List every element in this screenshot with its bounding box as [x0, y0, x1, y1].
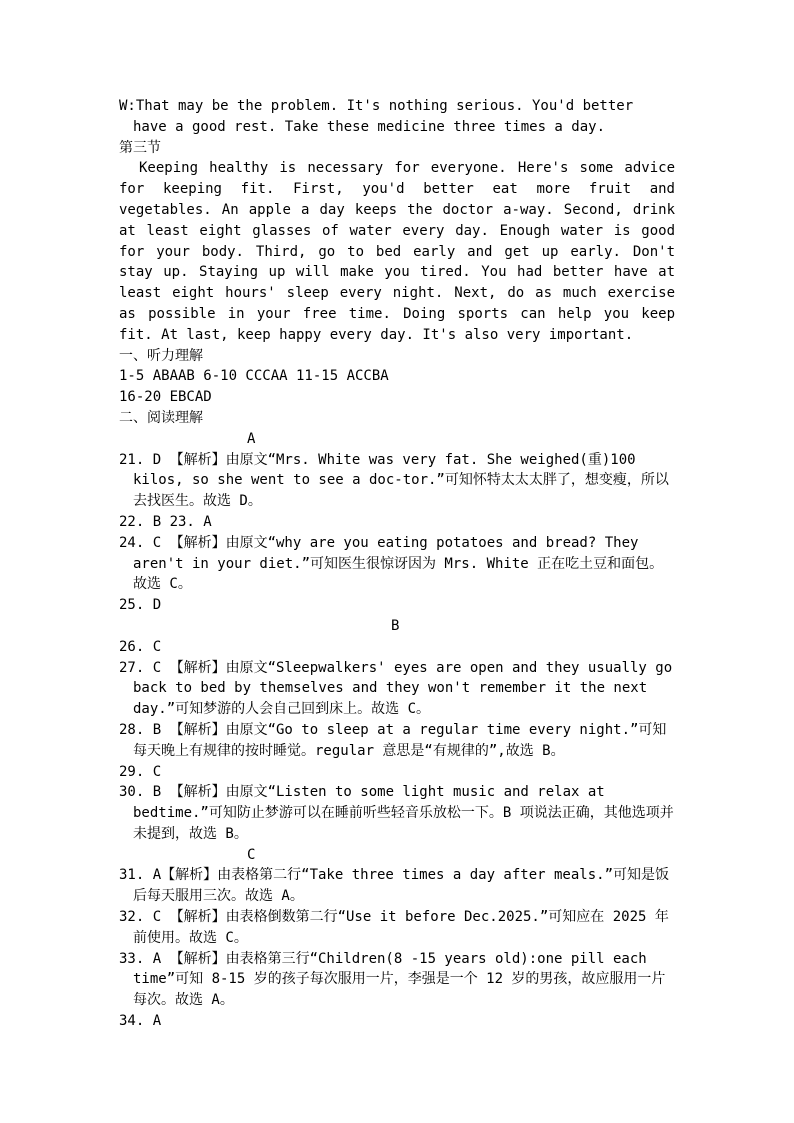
answer-26: 26. C — [119, 638, 162, 655]
answer-31: 31. A【解析】由表格第二行“Take three times a day after meals.”可知是饭后每天服用三次。故选 A。 — [119, 867, 670, 905]
dialogue-line: W:That may be the problem. It's nothing serious. You'd better have a good rest. Take these medicine three times a day. — [119, 98, 634, 135]
section3-passage: Keeping healthy is necessary for everyone. Here's some advice for keeping fit. First, you'd better eat more fruit and vegetables. An apple a day keeps the doctor a-way. Second, drink at least eight glasses of water every day. Enough water is good for your body. Third, go to bed early and get up early. Don't stay up. Staying up will make you tired. You had better have at least eight hours' sleep every night. Next, do as much exercise as possible in your free time. Doing sports can help you keep fit. At last, keep happy every day. It's also very important. — [119, 160, 675, 343]
answer-21: 21. D 【解析】由原文“Mrs. White was very fat. She weighed(重)100 kilos, so she went to see a doc-tor.”可知怀特太太太胖了，想变瘦，所以去找医生。故选 D。 — [119, 451, 669, 510]
answer-24: 24. C 【解析】由原文“why are you eating potatoes and bread? They aren't in your diet.”可知医生很惊讶因为 Mrs. White 正在吃土豆和面包。故选 C。 — [119, 534, 664, 593]
answer-27: 27. C 【解析】由原文“Sleepwalkers' eyes are open and they usually go back to bed by themselves and they won't remember it the next day.”可知梦游的人会自己回到床上。故选 C。 — [119, 659, 673, 718]
document-page — [119, 96, 675, 1032]
reading-part-c: C — [247, 846, 256, 863]
answer-28: 28. B 【解析】由原文“Go to sleep at a regular time every night.”可知每天晚上有规律的按时睡觉。regular 意思是“有规律的”,故选 B。 — [119, 721, 667, 759]
listening-answers-1: 1-5 ABAAB 6-10 CCCAA 11-15 ACCBA — [119, 368, 389, 385]
answer-33: 33. A 【解析】由表格第三行“Children(8 -15 years old):one pill each time”可知 8-15 岁的孩子每次服用一片，李强是一个 12 岁的男孩，故应服用一片每次。故选 A。 — [119, 950, 666, 1009]
answer-22-23: 22. B 23. A — [119, 513, 212, 530]
answer-29: 29. C — [119, 763, 162, 780]
listening-title: 一、听力理解 — [119, 347, 203, 364]
reading-part-b: B — [391, 617, 400, 634]
listening-answers-2: 16-20 EBCAD — [119, 389, 212, 406]
section3-title: 第三节 — [119, 139, 161, 156]
reading-part-a: A — [247, 430, 256, 447]
answer-30: 30. B 【解析】由原文“Listen to some light music and relax at bedtime.”可知防止梦游可以在睡前听些轻音乐放松一下。B 项说法正确，其他选项并未提到，故选 B。 — [119, 784, 674, 842]
answer-25: 25. D — [119, 597, 162, 614]
answer-32: 32. C 【解析】由表格倒数第二行“Use it before Dec.2025.”可知应在 2025 年前使用。故选 C。 — [119, 909, 669, 946]
reading-title: 二、阅读理解 — [119, 409, 203, 426]
answer-34: 34. A — [119, 1013, 162, 1030]
